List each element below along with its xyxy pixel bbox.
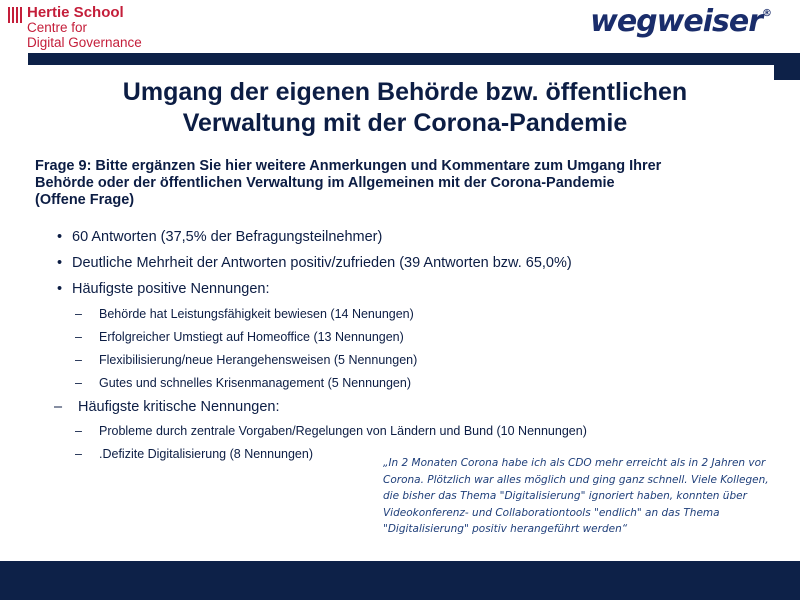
header-band [28,53,800,65]
wegweiser-logo [590,4,772,39]
sub-list-item [75,307,414,321]
sub-list-item-text: Erfolgreicher Umstiegt auf Homeoffice (13 Nennungen) [99,330,404,344]
quote-line-4: Videokonferenz- und Collaborationtools "endlich" an das Thema [383,506,720,519]
bullet-marker: • [57,281,63,297]
dash-marker: – [75,307,82,321]
slide-title-line-2: Verwaltung mit der Corona-Pandemie [182,109,628,137]
question-line-2: Behörde oder der öffentlichen Verwaltung im Allgemeinen mit der Corona-Pandemie [35,175,615,191]
list-item-text: 60 Antworten (37,5% der Befragungsteilnehmer) [72,229,383,245]
quote-line-2: Corona. Plötzlich war alles möglich und ging ganz schnell. Viele Kollegen, [383,473,769,486]
sub-list-item [75,447,313,461]
list-item-text: Häufigste positive Nennungen: [72,281,270,297]
sub-list-item [75,424,587,438]
sub-list-item [75,353,417,367]
footer-band [0,561,800,600]
quote-line-3: die bisher das Thema "Digitalisierung" ignoriert haben, konnten über [383,490,747,502]
list-item [54,399,280,415]
bullet-marker: • [57,255,63,271]
list-item [57,255,572,271]
sub-list-item-text: Probleme durch zentrale Vorgaben/Regelungen von Ländern und Bund (10 Nennungen) [99,424,587,438]
dash-marker: – [54,399,63,415]
sub-list-item [75,376,411,390]
list-item-text: Häufigste kritische Nennungen: [78,399,280,415]
wegweiser-logo-text: wegweiser [590,4,762,39]
list-item [57,229,382,245]
sub-list-item-text: Gutes und schnelles Krisenmanagement (5 Nennungen) [99,376,411,390]
registered-mark: ® [762,8,772,19]
hertie-logo-text [27,5,142,50]
sub-list-item-text: .Defizite Digitalisierung (8 Nennungen) [99,447,314,461]
question-line-1: Frage 9: Bitte ergänzen Sie hier weitere Anmerkungen und Kommentare zum Umgang Ihrer [35,158,662,174]
respondent-quote [383,455,783,538]
bullet-marker: • [57,229,63,245]
question-text [35,158,755,209]
slide-title-line-1: Umgang der eigenen Behörde bzw. öffentlichen [122,78,688,106]
dash-marker: – [75,330,82,344]
hertie-school-logo [8,5,142,50]
slide-title [40,77,770,139]
hertie-logo-mark [8,7,22,23]
question-line-3: (Offene Frage) [35,192,135,208]
org-sub-2: Digital Governance [27,35,142,50]
sub-list-item-text: Behörde hat Leistungsfähigkeit bewiesen (14 Nenungen) [99,307,414,321]
sub-list-item [75,330,404,344]
quote-line-1: „In 2 Monaten Corona habe ich als CDO mehr erreicht als in 2 Jahren vor [383,457,766,469]
header-band-notch [774,65,800,80]
dash-marker: – [75,376,82,390]
dash-marker: – [75,353,82,367]
list-item-text: Deutliche Mehrheit der Antworten positiv/zufrieden (39 Antworten bzw. 65,0%) [72,255,572,271]
dash-marker: – [75,447,82,461]
quote-line-5: "Digitalisierung" positiv herangeführt werden“ [383,523,628,535]
dash-marker: – [75,424,82,438]
org-sub-1: Centre for [27,20,88,35]
org-name: Hertie School [27,4,124,21]
list-item [57,281,270,297]
sub-list-item-text: Flexibilisierung/neue Herangehensweisen (5 Nennungen) [99,353,418,367]
